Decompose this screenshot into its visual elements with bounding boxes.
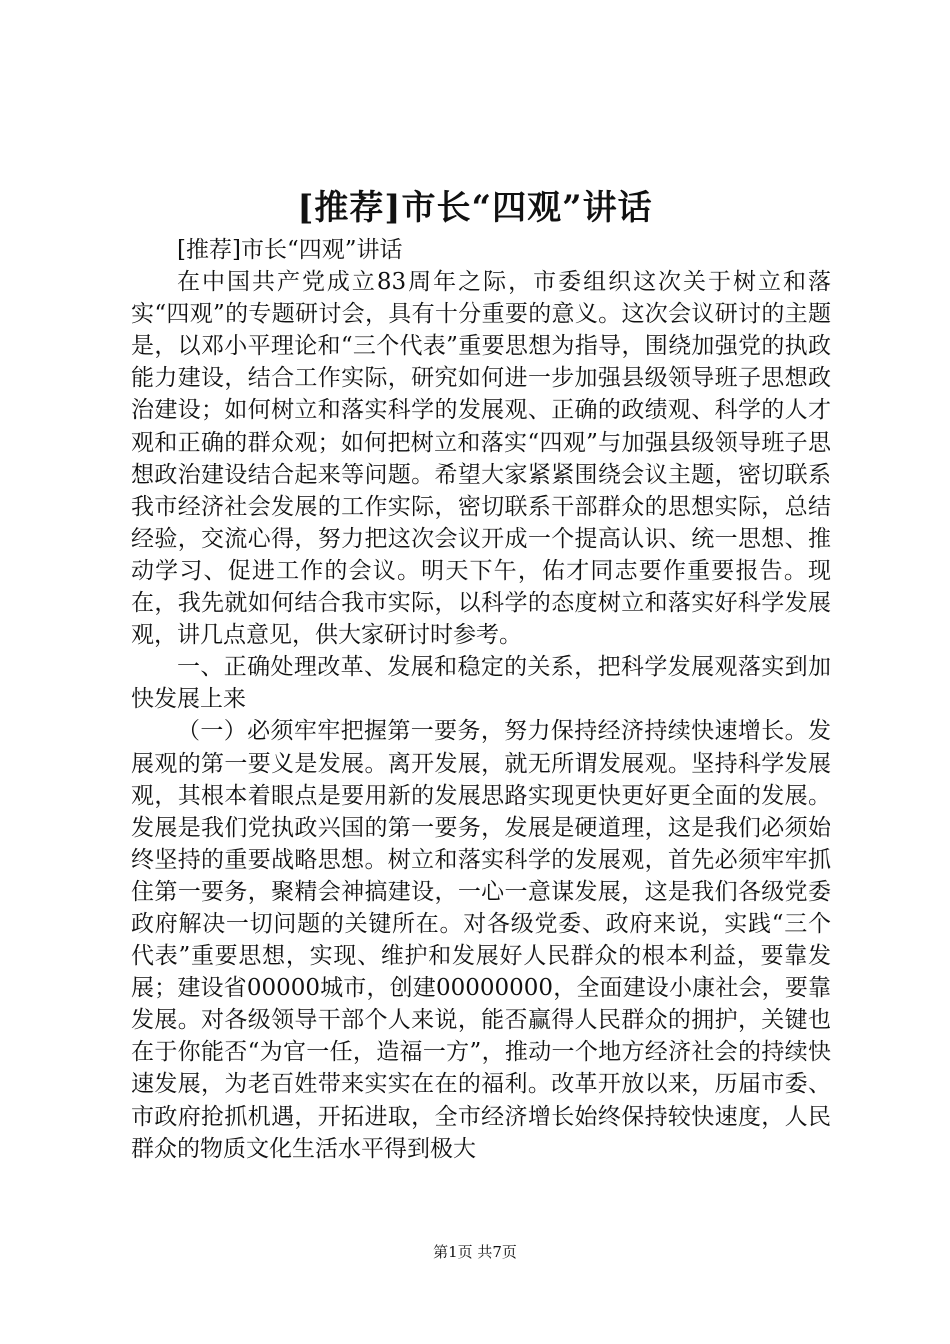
paragraph-section-one: （一）必须牢牢把握第一要务，努力保持经济持续快速增长。发展观的第一要义是发展。离开发展，就无所谓发展观。坚持科学发展观，其根本着眼点是要用新的发展思路实现更快更好更全面的发展。发展是我们党执政兴国的第一要务，发展是硬道理，这是我们必须始终坚持的重要战略思想。树立和落实科学的发展观，首先必须牢牢抓住第一要务，聚精会神搞建设，一心一意谋发展，这是我们各级党委政府解决一切问题的关键所在。对各级党委、政府来说，实践“三个代表”重要思想，实现、维护和发展好人民群众的根本利益，要靠发展；建设省00000城市，创建00000000，全面建设小康社会，要靠发展。对各级领导干部个人来说，能否赢得人民群众的拥护，关键也在于你能否“为官一任，造福一方”，推动一个地方经济社会的持续快速发展，为老百姓带来实实在在的福利。改革开放以来，历届市委、市政府抢抓机遇，开拓进取，全市经济增长始终保持较快速度，人民群众的物质文化生活水平得到极大 bbox=[131, 718, 831, 1162]
document-title: [推荐]市长“四观”讲话 bbox=[297, 188, 653, 228]
section-heading: 一、正确处理改革、发展和稳定的关系，把科学发展观落实到加快发展上来 bbox=[131, 654, 831, 713]
page-footer: 第1页 共7页 bbox=[433, 1243, 517, 1261]
paragraph-subtitle: [推荐]市长“四观”讲话 bbox=[177, 237, 403, 263]
paragraph-intro: 在中国共产党成立83周年之际，市委组织这次关于树立和落实“四观”的专题研讨会，具有十分重要的意义。这次会议研讨的主题是，以邓小平理论和“三个代表”重要思想为指导，围绕加强党的执政能力建设，结合工作实际，研究如何进一步加强县级领导班子思想政治建设；如何树立和落实科学的发展观、正确的政绩观、科学的人才观和正确的群众观；如何把树立和落实“四观”与加强县级领导班子思想政治建设结合起来等问题。希望大家紧紧围绕会议主题，密切联系我市经济社会发展的工作实际，密切联系干部群众的思想实际，总结经验，交流心得，努力把这次会议开成一个提高认识、统一思想、推动学习、促进工作的会议。明天下午，佑才同志要作重要报告。现在，我先就如何结合我市实际，以科学的态度树立和落实好科学发展观，讲几点意见，供大家研讨时参考。 bbox=[131, 269, 831, 649]
document-body bbox=[131, 234, 831, 1165]
